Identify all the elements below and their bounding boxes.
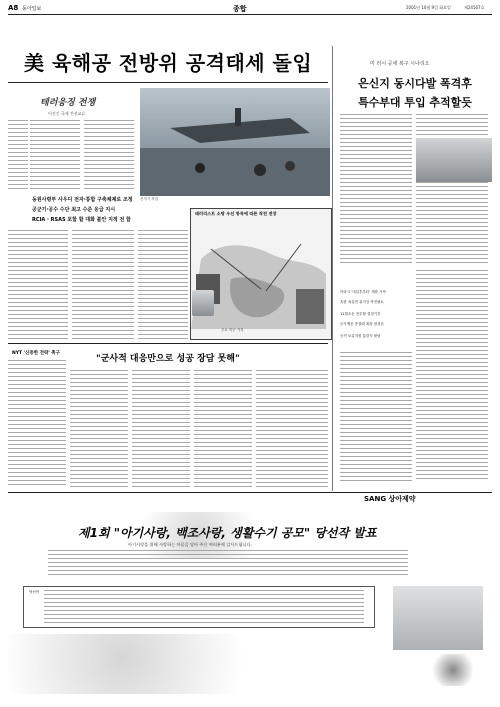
paper-name: 동아일보 <box>22 6 42 12</box>
lower-column-2 <box>70 370 128 488</box>
page-number: A8 <box>8 4 19 12</box>
box-line-4: 군사행동 종결때 최장 원정폰 <box>340 322 384 326</box>
lower-column-4 <box>194 370 252 488</box>
issue-date: 2001년 10월 9일 화요일 <box>406 5 451 10</box>
photo-caption: 진지기 작업 <box>140 197 159 201</box>
right-box <box>340 290 414 350</box>
section-rule <box>8 343 328 344</box>
masthead-rule <box>8 14 492 15</box>
right-column-1 <box>340 114 412 264</box>
masthead <box>8 4 492 14</box>
headline-rule <box>8 82 328 83</box>
advertisement <box>8 494 492 699</box>
subheadline-3: RCIA · RSAS 포함 할 대화 불안 지적 전 함 <box>32 217 131 223</box>
right-column-4 <box>416 270 488 482</box>
lower-column-5 <box>256 370 328 488</box>
lower-column-3 <box>132 370 190 488</box>
right-photo <box>416 138 492 182</box>
article-column-1a <box>30 120 80 190</box>
subheadline-2: 공군기·공수 수단 최고 수준 응급 지시 <box>32 207 116 213</box>
right-column-3 <box>340 352 412 482</box>
box-line-1: 이라크 '내일후부터' 계를 시작 <box>340 290 386 294</box>
box-line-3: 11월초순 전투할 결정기간 <box>340 312 381 316</box>
ad-award-label: 당선작 <box>29 590 40 594</box>
ad-headline: 제1회 "아기사랑, 백조사랑, 생활수기 공모" 당선작 발표 <box>78 526 377 540</box>
article-column-0a <box>8 120 28 190</box>
right-column-2 <box>416 114 488 264</box>
ad-emblem <box>428 654 478 686</box>
ad-subline: 아기사랑을 위해 사랑하는 마음을 담아 주신 여러분께 감사드립니다. <box>128 542 252 547</box>
ad-brand: SANG 상아제약 <box>364 495 416 503</box>
subheadline-1: 동원사령부 사우디 전자·통합 구축체제로 조정 <box>32 197 133 203</box>
carrier-photo <box>140 88 330 196</box>
ad-body-text <box>48 550 408 578</box>
right-headline-1: 은신지 동시다발 폭격후 <box>358 77 472 90</box>
ad-top-rule <box>8 492 492 493</box>
box-line-2: 혹한 폭설전 위지상 작전필요 <box>340 300 384 304</box>
nyt-label: NYT '신중한 전략' 촉구 <box>12 351 60 356</box>
ad-product-image <box>393 586 483 650</box>
box-line-5: 공격 보류지원 통한지 불답 <box>340 334 381 338</box>
portrait-photo <box>192 290 214 316</box>
kicker: 테러응징 전쟁 <box>40 98 96 108</box>
right-top-label: 미 러시 공세 복구 시나리오 <box>370 61 430 67</box>
issue-number: 제24567호 <box>464 5 485 10</box>
quote-headline: "군사적 대응만으로 성공 장담 못해" <box>96 354 240 364</box>
map-legend: 주요 미군 기지 <box>221 328 244 332</box>
right-headline-2: 특수부대 투입 추적할듯 <box>358 96 472 109</box>
map-title: 테러리스트 소탕 우선 항목에 따른 작전 전장 <box>195 211 277 216</box>
article-column-1b <box>8 230 68 340</box>
lower-column-1 <box>8 360 66 488</box>
main-headline: 美 육해공 전방위 공격태세 돌입 <box>24 51 313 75</box>
ad-winner-list <box>44 590 364 624</box>
right-divider <box>332 46 333 491</box>
article-column-2b <box>72 230 134 340</box>
map-graphic <box>190 208 332 340</box>
byline: 이진긴 국제 전선교류 <box>48 111 86 116</box>
article-column-3b <box>138 230 188 340</box>
ad-winner-table <box>23 586 375 628</box>
section-label: 종합 <box>233 5 247 13</box>
article-column-2a <box>84 120 134 190</box>
ad-bottom-halftone <box>8 634 388 694</box>
